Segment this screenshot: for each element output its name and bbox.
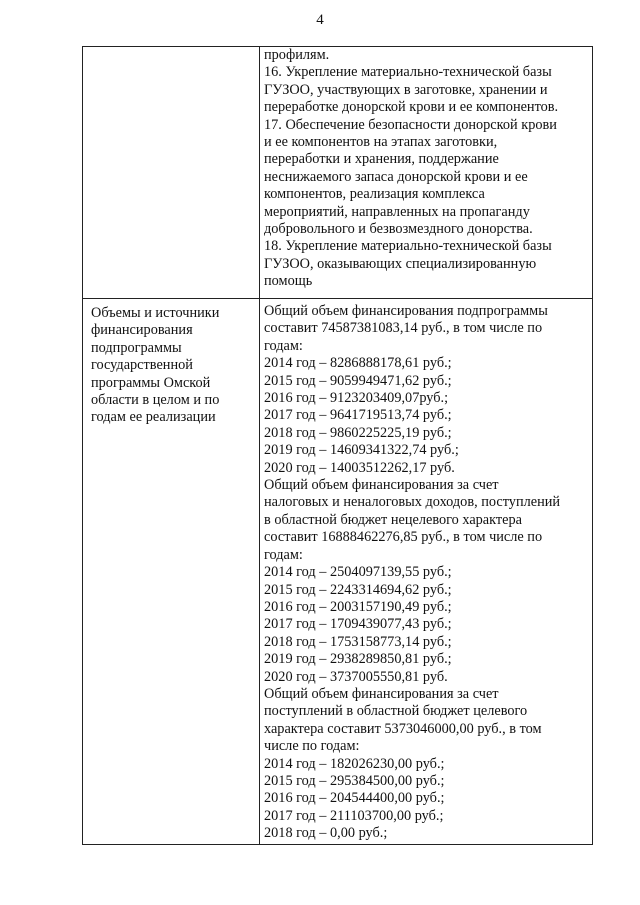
label-line: программы Омской: [91, 374, 211, 391]
text-line: 2014 год – 182026230,00 руб.;: [264, 755, 445, 772]
label-line: финансирования: [91, 322, 193, 339]
text-line: поступлений в областной бюджет целевого: [264, 703, 528, 720]
text-line: 2017 год – 1709439077,43 руб.;: [264, 616, 452, 633]
text-line: ГУЗОО, участвующих в заготовке, хранении и: [264, 81, 548, 98]
text-line: 2015 год – 2243314694,62 руб.;: [264, 581, 452, 598]
text-line: Общий объем финансирования за счет: [264, 477, 499, 494]
text-line: 18. Укрепление материально-технической базы: [264, 238, 552, 255]
text-line: помощь: [264, 273, 313, 290]
label-line: подпрограммы: [91, 339, 182, 356]
text-line: 2015 год – 9059949471,62 руб.;: [264, 372, 452, 389]
table-row: [83, 47, 593, 299]
text-line: годам:: [264, 337, 303, 354]
text-line: 2019 год – 14609341322,74 руб.;: [264, 442, 459, 459]
row1-left-cell: [83, 47, 260, 299]
text-line: профилям.: [264, 47, 330, 63]
table-row: [83, 299, 593, 845]
text-line: 2020 год – 3737005550,81 руб.: [264, 668, 448, 685]
label-line: Объемы и источники: [91, 305, 220, 321]
financing-details-cell: [260, 299, 593, 845]
financing-label-cell: [83, 299, 260, 845]
text-line: числе по годам:: [264, 738, 360, 755]
label-line: годам ее реализации: [91, 409, 216, 426]
text-line: Общий объем финансирования подпрограммы: [264, 303, 548, 319]
text-line: годам:: [264, 546, 303, 563]
text-line: 2018 год – 0,00 руб.;: [264, 825, 388, 842]
text-line: 17. Обеспечение безопасности донорской крови: [264, 116, 557, 133]
text-line: и ее компонентов на этапах заготовки,: [264, 134, 498, 151]
label-line: государственной: [91, 357, 193, 374]
text-line: 2014 год – 8286888178,61 руб.;: [264, 355, 452, 372]
text-line: 2018 год – 9860225225,19 руб.;: [264, 424, 452, 441]
text-line: характера составит 5373046000,00 руб., в том: [264, 720, 542, 737]
text-line: неснижаемого запаса донорской крови и ее: [264, 168, 528, 185]
text-line: составит 74587381083,14 руб., в том числе по: [264, 320, 543, 337]
text-line: 2018 год – 1753158773,14 руб.;: [264, 633, 452, 650]
text-line: 2016 год – 2003157190,49 руб.;: [264, 598, 452, 615]
text-line: 2017 год – 211103700,00 руб.;: [264, 807, 444, 824]
text-line: компонентов, реализация комплекса: [264, 186, 485, 203]
text-line: переработки и хранения, поддержание: [264, 151, 499, 168]
text-line: 2015 год – 295384500,00 руб.;: [264, 772, 445, 789]
page-number: 4: [316, 12, 324, 28]
text-line: 2016 год – 9123203409,07руб.;: [264, 390, 449, 407]
text-line: 2019 год – 2938289850,81 руб.;: [264, 651, 452, 668]
text-line: 16. Укрепление материально-технической базы: [264, 64, 552, 81]
passport-table: [82, 46, 593, 845]
text-line: 2014 год – 2504097139,55 руб.;: [264, 564, 452, 581]
text-line: налоговых и неналоговых доходов, поступлений: [264, 494, 561, 511]
text-line: 2016 год – 204544400,00 руб.;: [264, 790, 445, 807]
text-line: в областной бюджет нецелевого характера: [264, 511, 522, 528]
text-line: добровольного и безвозмездного донорства.: [264, 221, 533, 238]
text-line: ГУЗОО, оказывающих специализированную: [264, 255, 537, 272]
text-line: 2020 год – 14003512262,17 руб.: [264, 459, 455, 476]
label-line: области в целом и по: [91, 392, 220, 409]
text-line: мероприятий, направленных на пропаганду: [264, 203, 530, 220]
text-line: переработке донорской крови и ее компонентов.: [264, 99, 559, 116]
text-line: Общий объем финансирования за счет: [264, 685, 499, 702]
text-line: 2017 год – 9641719513,74 руб.;: [264, 407, 452, 424]
text-line: составит 16888462276,85 руб., в том числе по: [264, 529, 543, 546]
row1-right-cell: [260, 47, 593, 299]
